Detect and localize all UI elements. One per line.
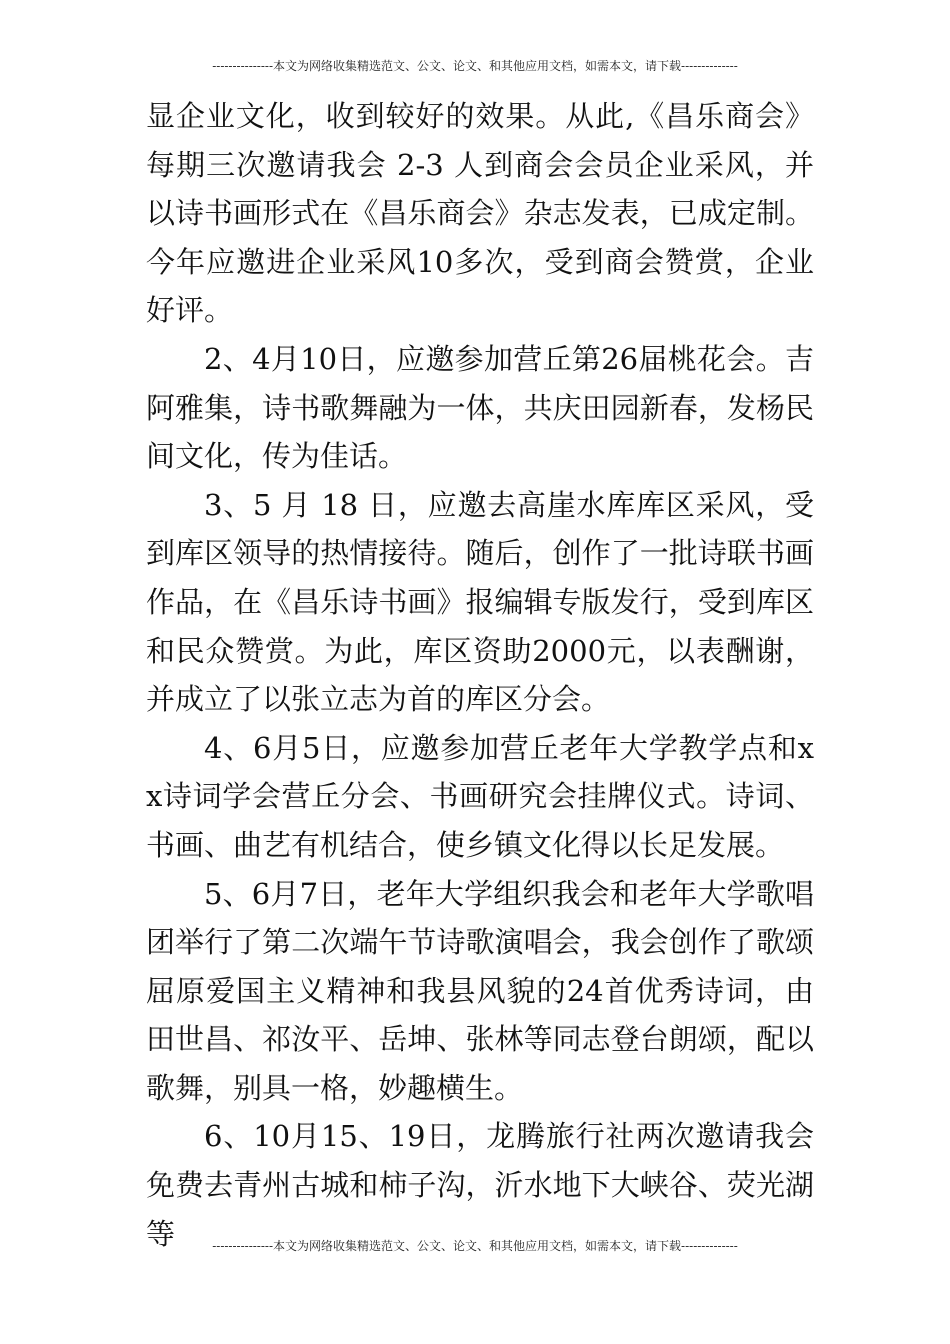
header-download-note: ---------------本文为网络收集精选范文、公文、论文、和其他应用文档，如需本文，请下载-------------- xyxy=(212,59,738,73)
paragraph-item-5: 5、6月7日，老年大学组织我会和老年大学歌唱团举行了第二次端午节诗歌演唱会，我会创作了歌颂屈原爱国主义精神和我县风貌的24首优秀诗词，由田世昌、祁汝平、岳坤、张林等同志登台朗颂，配以歌舞，别具一格，妙趣横生。 xyxy=(146,876,814,1105)
paragraph-item-4: 4、6月5日，应邀参加营丘老年大学教学点和xx诗词学会营丘分会、书画研究会挂牌仪式。诗词、书画、曲艺有机结合，使乡镇文化得以长足发展。 xyxy=(146,730,814,862)
paragraph-item-6: 6、10月15、19日，龙腾旅行社两次邀请我会免费去青州古城和柿子沟，沂水地下大峡谷、荧光湖等 xyxy=(146,1119,814,1251)
paragraph-item-3: 3、5 月 18 日，应邀去高崖水库库区采风，受到库区领导的热情接待。随后，创作了一批诗联书画作品，在《昌乐诗书画》报编辑专版发行，受到库区和民众赞赏。为此，库区资助2000元，以表酬谢，并成立了以张立志为首的库区分会。 xyxy=(146,487,814,717)
footer-download-note: ---------------本文为网络收集精选范文、公文、论文、和其他应用文档，如需本文，请下载-------------- xyxy=(212,1239,738,1253)
paragraph-item-2: 2、4月10日，应邀参加营丘第26届桃花会。吉阿雅集，诗书歌舞融为一体，共庆田园新春，发杨民间文化，传为佳话。 xyxy=(146,341,814,474)
paragraph-continuation: 显企业文化，收到较好的效果。从此,《昌乐商会》每期三次邀请我会 2-3 人到商会会员企业采风，并以诗书画形式在《昌乐商会》杂志发表，已成定制。今年应邀进企业采风10多次，受到商会赞赏，企业好评。 xyxy=(146,99,814,328)
document-body xyxy=(146,92,814,1258)
